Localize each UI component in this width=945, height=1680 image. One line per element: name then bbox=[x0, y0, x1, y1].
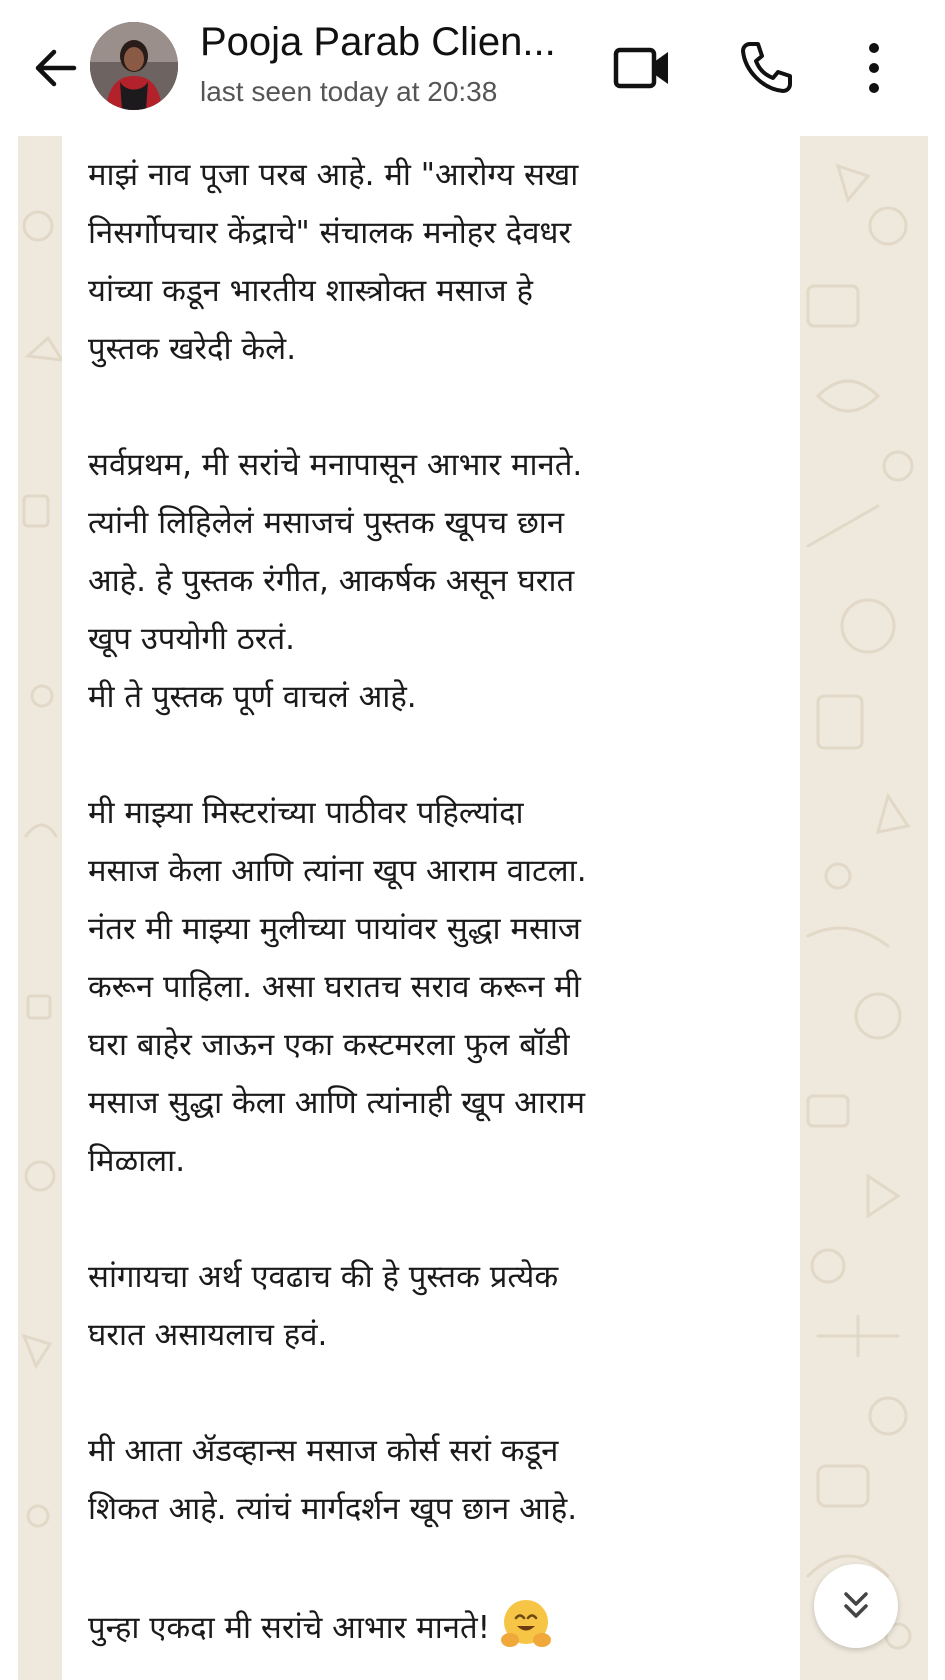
video-call-button[interactable] bbox=[612, 40, 676, 96]
message-paragraph: मी आता ॲडव्हान्स मसाज कोर्स सरां कडून शिकत आहे. त्यांचं मार्गदर्शन खूप छान आहे. bbox=[88, 1433, 578, 1527]
more-vertical-icon bbox=[856, 38, 892, 98]
message-paragraph: मी माझ्या मिस्टरांच्या पाठीवर पहिल्यांदा मसाज केला आणि त्यांना खूप आराम वाटला. नंतर मी माझ्या मुलीच्या पायांवर सुद्धा मसाज करून पाहिला. असा घरातच सराव करून मी घरा बाहेर जाऊन एका कस्टमरला फुल बॉडी मसाज सुद्धा केला आणि त्यांनाही खूप आराम मिळाला. bbox=[88, 795, 587, 1179]
double-chevron-down-icon bbox=[836, 1586, 876, 1626]
message-bubble[interactable] bbox=[62, 136, 800, 1680]
last-seen-status: last seen today at 20:38 bbox=[200, 76, 498, 107]
hugging-face-emoji bbox=[498, 1596, 554, 1652]
back-button[interactable] bbox=[28, 40, 84, 96]
message-paragraph: पुन्हा एकदा मी सरांचे आभार मानते! bbox=[88, 1610, 491, 1646]
arrow-left-icon bbox=[28, 40, 84, 96]
chat-area[interactable] bbox=[18, 136, 928, 1680]
contact-name[interactable]: Pooja Parab Clien... bbox=[200, 20, 556, 64]
message-paragraph: सांगायचा अर्थ एवढाच की हे पुस्तक प्रत्येक घरात असायलाच हवं. bbox=[88, 1259, 559, 1353]
avatar-photo bbox=[90, 22, 178, 110]
video-camera-icon bbox=[612, 40, 676, 96]
message-paragraph: सर्वप्रथम, मी सरांचे मनापासून आभार मानते. त्यांनी लिहिलेलं मसाजचं पुस्तक खूपच छान आहे. हे पुस्तक रंगीत, आकर्षक असून घरात खूप उपयोगी ठरतं. मी ते पुस्तक पूर्ण वाचलं आहे. bbox=[88, 447, 583, 715]
avatar[interactable] bbox=[90, 22, 178, 110]
message-paragraph: माझं नाव पूजा परब आहे. मी "आरोग्य सखा निसर्गोपचार केंद्राचे" संचालक मनोहर देवधर यांच्या कडून भारतीय शास्त्रोक्त मसाज हे पुस्तक खरेदी केले. bbox=[88, 157, 579, 367]
chat-header bbox=[0, 0, 945, 136]
more-options-button[interactable] bbox=[856, 38, 892, 98]
voice-call-button[interactable] bbox=[736, 38, 796, 98]
scroll-to-bottom-button[interactable] bbox=[814, 1564, 898, 1648]
message-last-line bbox=[88, 1596, 774, 1657]
phone-icon bbox=[736, 38, 796, 98]
